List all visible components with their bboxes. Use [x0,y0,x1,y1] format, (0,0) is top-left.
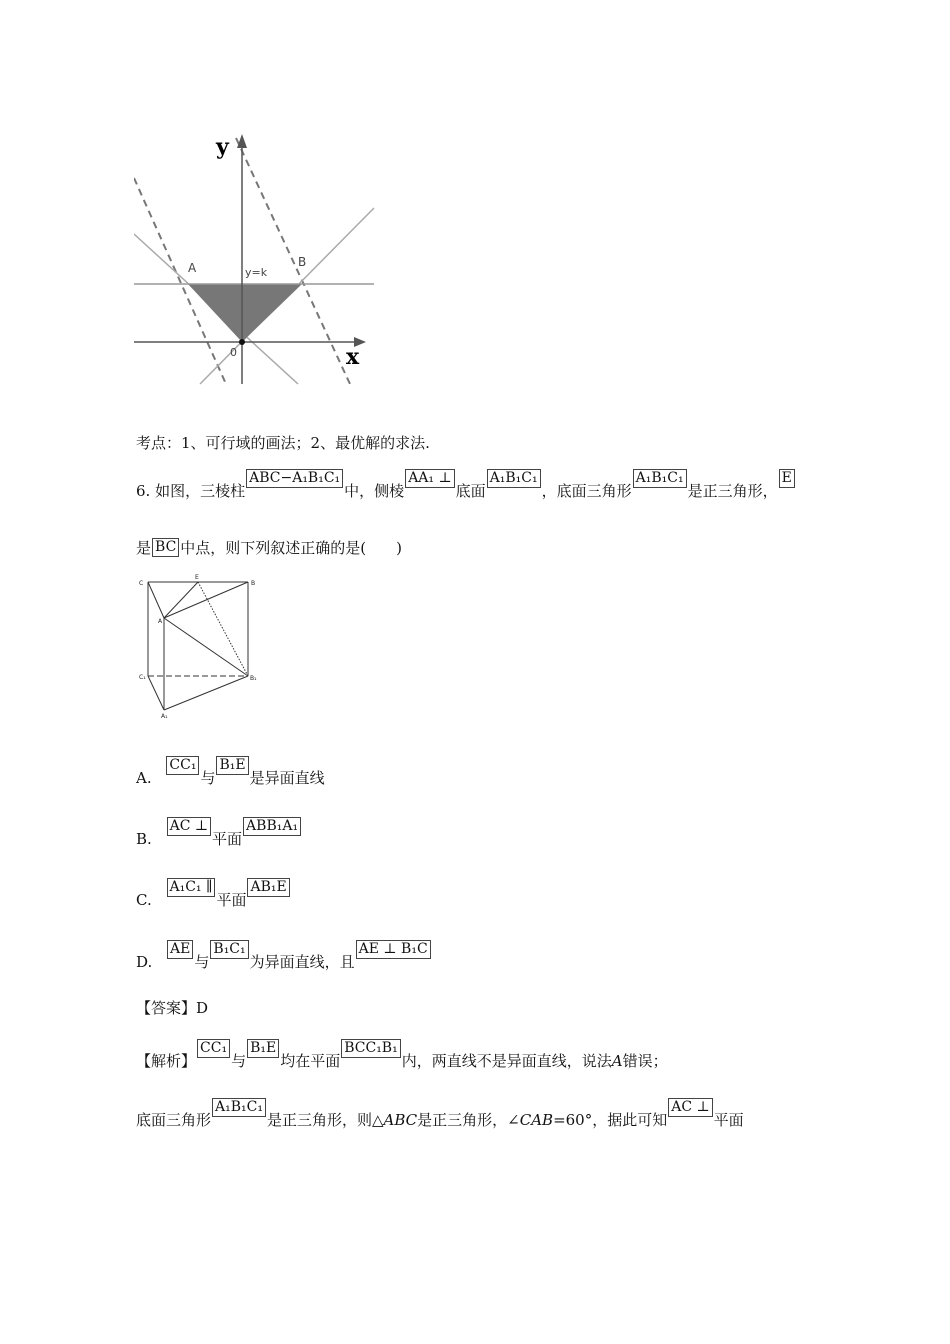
formula-box: AE ⊥ B₁C [356,940,431,959]
y-axis-arrow [237,134,247,148]
formula-box: AA₁ ⊥ [405,469,454,488]
formula-box: BCC₁B₁ [341,1039,400,1058]
analysis-text: 错误； [622,1052,668,1070]
dashed-line-right [236,138,350,384]
question-6-line-1 [136,470,796,502]
analysis-label: 【解析】 [136,1052,197,1070]
formula-box: B₁E [247,1039,279,1058]
analysis-text: 与 [231,1052,247,1070]
analysis-text: =60°，据此可知 [553,1111,668,1129]
dashed-line-left [134,178,226,384]
formula-box: AE [167,940,193,959]
option-d [136,941,432,973]
prism-figure [136,574,266,724]
feasible-region-figure [134,128,376,386]
option-text: 为异面直线，且 [249,953,355,971]
analysis-italic: ABC [383,1111,418,1129]
analysis-text: 是正三角形，∠ [417,1111,520,1129]
analysis-line-1 [136,1040,668,1072]
origin-label: 0 [230,346,237,359]
vertex-e-label: E [195,574,199,581]
question-6-line-2 [136,538,402,559]
option-text: 是异面直线 [249,769,325,787]
option-text: 与 [194,953,210,971]
point-b-label: B [298,255,307,269]
option-letter: C. [136,891,152,909]
option-text: 平面 [216,891,247,909]
analysis-text: 内，两直线不是异面直线，说法 [401,1052,612,1070]
formula-box: B₁C₁ [210,940,248,959]
x-axis-label: x [346,344,360,370]
option-letter: D. [136,953,153,971]
formula-box: CC₁ [166,756,199,775]
option-a [136,757,325,789]
formula-box: CC₁ [197,1039,230,1058]
answer-line [136,998,208,1018]
question-text: 是 [136,539,152,557]
analysis-text: 均在平面 [280,1052,341,1070]
question-text: ，底面三角形 [541,482,632,500]
answer-label: 【答案】 [136,999,197,1017]
vertex-a1-label: A₁ [161,713,168,720]
formula-box: A₁B₁C₁ [633,469,687,488]
vertex-a-label: A [158,618,163,625]
analysis-line-2 [136,1099,744,1131]
formula-box: ABC−A₁B₁C₁ [246,469,343,488]
option-b [136,818,302,850]
option-c [136,879,291,911]
formula-box: A₁B₁C₁ [487,469,541,488]
question-text: 是正三角形， [687,482,778,500]
option-text: 平面 [212,830,243,848]
question-text: 如图，三棱柱 [155,482,246,500]
formula-box: AC ⊥ [167,817,211,836]
question-number: 6. [136,482,151,500]
formula-box: B₁E [216,756,248,775]
formula-box: E [779,469,795,488]
question-text: 中，侧棱 [344,482,405,500]
analysis-text: 底面三角形 [136,1111,212,1129]
vertex-c-label: C [139,580,144,587]
analysis-text: 是正三角形，则△ [266,1111,384,1129]
question-text: 中点，则下列叙述正确的是( ) [180,539,402,557]
formula-box: A₁B₁C₁ [212,1098,266,1117]
vertex-b1-label: B₁ [250,675,257,682]
formula-box: BC [152,538,179,557]
origin-point [239,339,245,345]
shaded-triangle [188,284,302,342]
formula-box: ABB₁A₁ [243,817,301,836]
answer-value: D [196,999,209,1017]
option-letter: B. [136,830,152,848]
point-a-label: A [188,261,197,275]
formula-box: AC ⊥ [668,1098,712,1117]
analysis-italic: CAB [519,1111,554,1129]
y-axis-label: y [216,134,229,160]
vertex-c1-label: C₁ [139,674,146,681]
formula-box: AB₁E [247,878,289,897]
formula-box: A₁C₁ ∥ [167,878,216,897]
analysis-text: 平面 [713,1111,744,1129]
vertex-b-label: B [251,580,256,587]
option-letter: A. [136,769,152,787]
option-text: 与 [200,769,216,787]
question-text: 底面 [455,482,486,500]
analysis-italic: A [611,1052,623,1070]
kaodian-line: 考点：1、可行域的画法；2、最优解的求法. [136,434,430,452]
y-equals-k-label: y=k [245,266,268,279]
